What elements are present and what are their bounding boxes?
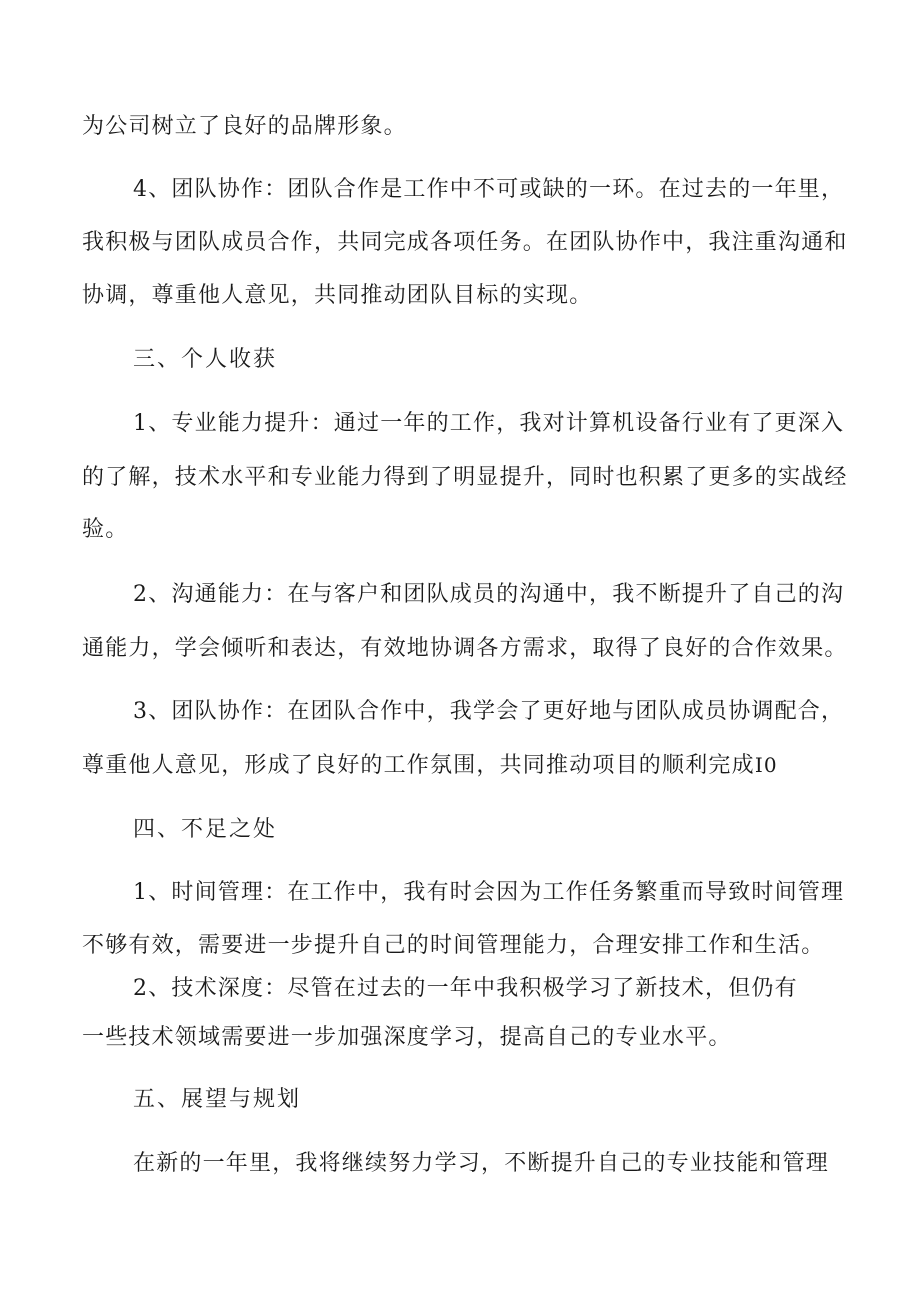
paragraph-line: 1、时间管理：在工作中，我有时会因为工作任务繁重而导致时间管理 [133, 880, 845, 905]
paragraph-line: 3、团队协作：在团队合作中，我学会了更好地与团队成员协调配合， [133, 699, 845, 724]
paragraph-line: 验。 [82, 517, 129, 542]
section-heading: 五、展望与规划 [133, 1087, 302, 1112]
paragraph-line [82, 750, 778, 781]
paragraph-line: 4、团队协作：团队合作是工作中不可或缺的一环。在过去的一年里， [133, 177, 845, 202]
paragraph-line: 在新的一年里，我将继续努力学习，不断提升自己的专业技能和管理 [133, 1151, 830, 1176]
trailing-mark: I0 [754, 753, 778, 777]
section-heading: 三、个人收获 [133, 347, 278, 372]
paragraph-line: 2、沟通能力：在与客户和团队成员的沟通中，我不断提升了自己的沟 [133, 582, 845, 607]
paragraph-line: 为公司树立了良好的品牌形象。 [82, 114, 407, 139]
paragraph-line: 2、技术深度：尽管在过去的一年中我积极学习了新技术，但仍有 [133, 976, 798, 1001]
paragraph-text: 尊重他人意见，形成了良好的工作氛围，共同推动项目的顺利完成 [82, 753, 755, 778]
paragraph-line: 不够有效，需要进一步提升自己的时间管理能力，合理安排工作和生活。 [82, 933, 825, 958]
section-heading: 四、不足之处 [133, 817, 278, 842]
paragraph-line: 协调，尊重他人意见，共同推动团队目标的实现。 [82, 283, 593, 308]
paragraph-line: 一些技术领域需要进一步加强深度学习，提高自己的专业水平。 [82, 1025, 732, 1050]
paragraph-line: 1、专业能力提升：通过一年的工作，我对计算机设备行业有了更深入 [133, 411, 845, 436]
paragraph-line: 的了解，技术水平和专业能力得到了明显提升，同时也积累了更多的实战经 [82, 465, 848, 490]
paragraph-line: 我积极与团队成员合作，共同完成各项任务。在团队协作中，我注重沟通和 [82, 230, 848, 255]
paragraph-line: 通能力，学会倾听和表达，有效地协调各方需求，取得了良好的合作效果。 [82, 636, 848, 661]
